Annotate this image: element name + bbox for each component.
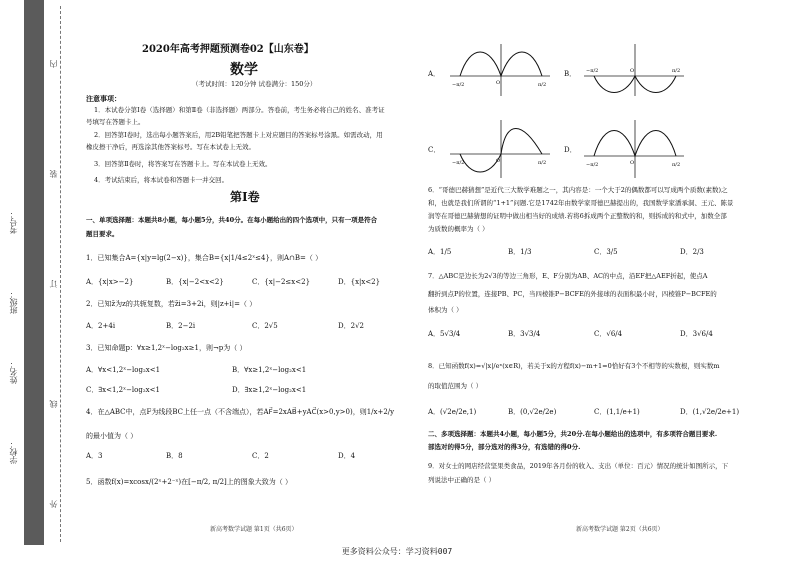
q1-option-c: C．{x|−2≤x<2}: [252, 278, 311, 286]
q8-option-b: B．(0,√2e/2e): [508, 408, 557, 416]
q3-option-d: D．∃x≥1,2ˣ−log₂x<1: [232, 386, 307, 394]
q3-option-c: C．∃x<1,2ˣ−log₂x<1: [86, 386, 160, 394]
section1-heading-2: 题目要求。: [86, 230, 119, 238]
graph-a: [446, 40, 556, 100]
question-6-line4: 为质数的概率为（ ）: [428, 225, 489, 233]
graph-a-pos-label: π/2: [538, 82, 547, 88]
bottom-note: 更多资料公众号：学习资料007: [341, 547, 453, 556]
q4-option-d: D．4: [338, 452, 356, 460]
q4-option-b: B．8: [166, 452, 183, 460]
question-6-line1: 6．“哥德巴赫猜想”是近代三大数学难题之一，其内容是：一个大于2的偶数都可以写成两个质数(素数)之: [428, 186, 728, 194]
q2-option-d: D．2√2: [338, 322, 364, 330]
q2-option-a: A．2+4i: [86, 322, 116, 330]
graph-b: [580, 40, 690, 100]
graph-c: [446, 116, 556, 182]
section2-heading-1: 二、多项选择题：本题共4小题，每小题5分，共20分.在每小题给出的选项中，有多项符合题目要求.: [428, 430, 718, 438]
exam-info: （考试时间：120分钟 试卷满分：150分）: [192, 80, 317, 88]
question-8-line1: 8．已知函数f(x)=√|x|/eˣ(x∈R)，若关于x的方程f(x)−m+1=0恰好有3个不相等的实数根，则实数m: [428, 362, 720, 370]
note-4: 4．考试结束后，将本试卷和答题卡一并交回。: [94, 176, 229, 184]
q6-option-d: D．2/3: [680, 248, 704, 256]
section2-heading-2: 部选对的得5分，部分选对的得3分，有选错的得0分.: [428, 443, 581, 451]
subject-title: 数学: [230, 62, 258, 78]
question-9-line1: 9．对女士的网店经营坚果类食品，2019年各月份的收入、支出（单位：百元）情况的统计如图所示，下: [428, 462, 729, 470]
binding-mark-1: 内: [49, 60, 58, 68]
q2-option-b: B．2−2i: [166, 322, 196, 330]
note-2b: 橡皮擦干净后，再选涂其他答案标号。写在本试卷上无效。: [86, 143, 255, 151]
graph-d-pos-label: π/2: [672, 162, 681, 168]
q8-option-d: D．(1,√2e/2e+1): [680, 408, 740, 416]
q3-option-a: A．∀x<1,2ˣ−log₂x<1: [86, 366, 161, 374]
question-4-line1: 4．在△ABC中，点F为线段BC上任一点（不含端点），若AF⃗=2xAB⃗+yAC⃗(x>0,y>0)，则1/x+2/y: [86, 408, 395, 416]
binding-dashed-line: [60, 6, 61, 542]
question-7-line1: 7．△ABC是边长为2√3的等边三角形，E、F分别为AB、AC的中点，沿EF把△AEF折起，使点A: [428, 272, 708, 280]
q1-option-a: A．{x|x>−2}: [86, 278, 134, 286]
note-1b: 号填写在答题卡上。: [86, 118, 145, 126]
binding-label-school: 学校：: [9, 440, 18, 464]
note-1a: 1．本试卷分第Ⅰ卷（选择题）和第Ⅱ卷（非选择题）两部分。答卷前，考生务必将自己的姓名、准考证: [94, 106, 385, 114]
graph-a-neg-label: −π/2: [452, 82, 465, 88]
question-1: 1．已知集合A={x|y=lg(2−x)}，集合B={x|1/4≤2ˣ≤4}，则A∩B=（ ）: [86, 254, 323, 262]
binding-label-class: 班级：: [9, 290, 18, 314]
question-2: 2．已知z̄为z的共轭复数，若z̄i=3+2i，则|z+i|=（ ）: [86, 300, 257, 308]
binding-label-exam-no: 考号：: [9, 210, 18, 234]
graph-b-pos-label: π/2: [672, 68, 681, 74]
page-2: [428, 0, 780, 545]
page-2-footer: 新高考数学试题 第2页（共6页）: [576, 526, 664, 533]
q8-option-a: A．(√2e/2e,1): [428, 408, 477, 416]
q8-option-c: C．(1,1/e+1): [594, 408, 640, 416]
graph-c-origin: O: [496, 158, 501, 164]
binding-mark-2: 装: [49, 170, 58, 178]
question-4-line2: 的最小值为（ ）: [86, 432, 138, 440]
question-3: 3．已知命题p：∀x≥1,2ˣ−log₂x≥1，则¬p为（ ）: [86, 344, 247, 352]
binding-mark-4: 线: [49, 400, 58, 408]
page-1: [82, 0, 418, 545]
graph-c-neg-label: −π/2: [452, 160, 465, 166]
binding-label-name: 姓名：: [9, 360, 18, 384]
question-7-line3: 体积为（ ）: [428, 306, 463, 314]
question-7-line2: 翻折到点P的位置，连接PB、PC，当四棱锥P−BCFE的外接球的表面积最小时，四棱锥P−BCFE的: [428, 290, 717, 298]
q1-option-d: D．{x|x<2}: [338, 278, 381, 286]
q6-option-c: C．3/5: [594, 248, 618, 256]
page-1-footer: 新高考数学试题 第1页（共6页）: [210, 526, 298, 533]
question-9-line2: 列说法中正确的是（ ）: [428, 476, 496, 484]
q7-option-d: D．3√6/4: [680, 330, 713, 338]
q3-option-b: B．∀x≥1,2ˣ−log₂x<1: [232, 366, 307, 374]
question-5: 5．函数f(x)=xcosx/(2ˣ+2⁻ˣ)在[−π/2, π/2]上的图象大致为（ ）: [86, 478, 292, 486]
graph-label-d: D．: [564, 146, 577, 154]
graph-d-neg-label: −π/2: [586, 162, 599, 168]
section1-heading-1: 一、单项选择题：本题共8小题，每小题5分，共40分。在每小题给出的四个选项中，只有一项是符合: [86, 216, 378, 224]
graph-d-origin: O: [630, 160, 635, 166]
question-6-line3: 润等在哥德巴赫猜想的证明中做出相当好的成绩.若将6拆成两个正整数的和，则拆成的和式中，加数全部: [428, 212, 727, 220]
graph-b-neg-label: −π/2: [586, 68, 599, 74]
question-6-line2: 和，也就是我们所谓的“1+1”问题.它是1742年由数学家哥德巴赫提出的，我国数学家潘承洞、王元、陈景: [428, 199, 734, 207]
q2-option-c: C．2√5: [252, 322, 278, 330]
q4-option-a: A．3: [86, 452, 103, 460]
note-2a: 2．回答第Ⅰ卷时，选出每小题答案后，用2B铅笔把答题卡上对应题目的答案标号涂黑。如需改动，用: [94, 131, 383, 139]
binding-strip: [24, 0, 44, 545]
q1-option-b: B．{x|−2<x<2}: [166, 278, 224, 286]
question-8-line2: 的取值范围为（ ）: [428, 382, 483, 390]
notes-heading: 注意事项：: [86, 94, 121, 103]
graph-label-a: A．: [428, 70, 441, 78]
graph-b-origin: O: [630, 68, 635, 74]
q7-option-c: C．√6/4: [594, 330, 623, 338]
graph-label-b: B．: [564, 70, 577, 78]
q4-option-c: C．2: [252, 452, 269, 460]
binding-mark-3: 订: [49, 280, 58, 288]
exam-title: 2020年高考押题预测卷02【山东卷】: [142, 44, 314, 55]
graph-a-origin: O: [496, 80, 501, 86]
note-3: 3．回答第Ⅱ卷时，将答案写在答题卡上。写在本试卷上无效。: [94, 160, 272, 168]
q7-option-b: B．3√3/4: [508, 330, 541, 338]
graph-c-pos-label: π/2: [538, 160, 547, 166]
graph-label-c: C．: [428, 146, 441, 154]
q6-option-a: A．1/5: [428, 248, 452, 256]
q6-option-b: B．1/3: [508, 248, 532, 256]
q7-option-a: A．5√3/4: [428, 330, 461, 338]
binding-mark-5: 外: [49, 500, 58, 508]
graph-d: [580, 116, 690, 182]
part-title: 第Ⅰ卷: [230, 190, 260, 204]
